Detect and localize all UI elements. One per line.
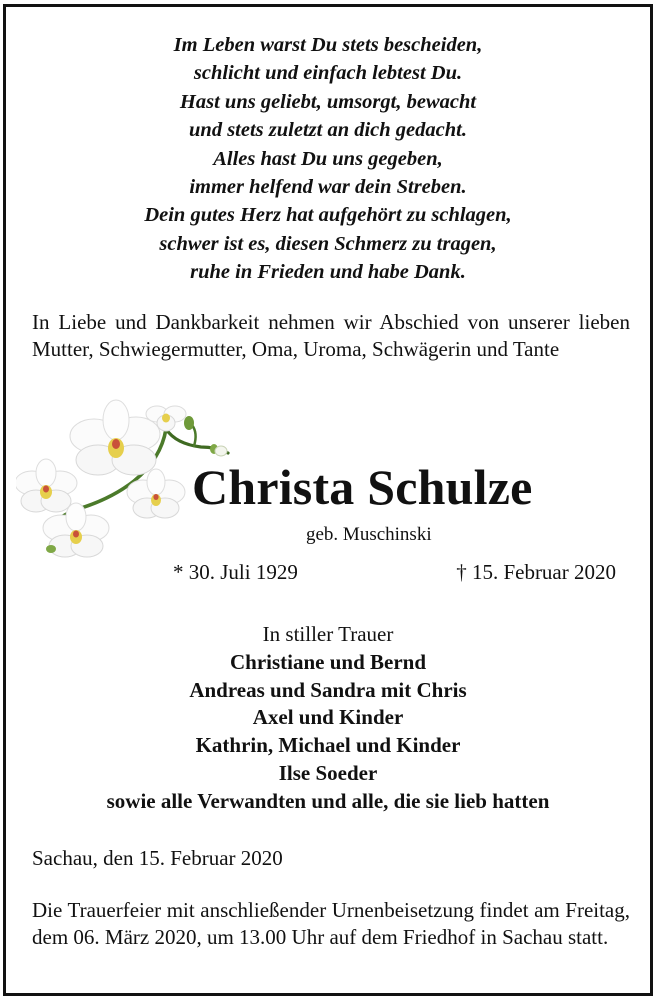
poem-line: immer helfend war dein Streben.: [189, 176, 467, 199]
poem-line: Hast uns geliebt, umsorgt, bewacht: [179, 90, 477, 113]
deceased-name: Christa Schulze: [192, 459, 533, 515]
obituary-frame: [3, 4, 653, 996]
mourners-list: [6, 621, 650, 816]
poem-line: und stets zuletzt an dich gedacht.: [189, 119, 467, 142]
poem-line: Im Leben warst Du stets bescheiden,: [173, 34, 483, 56]
place-and-date: Sachau, den 15. Februar 2020: [32, 846, 283, 870]
poem-line: schwer ist es, diesen Schmerz zu tragen,: [159, 232, 497, 255]
poem-line: Dein gutes Herz hat aufgehört zu schlagen,: [144, 204, 512, 227]
funeral-paragraph: Die Trauerfeier mit anschließender Urnenbeisetzung findet am Freitag, dem 06. März 2020, um 13.00 Uhr auf dem Friedhof in Sachau statt.: [32, 898, 630, 949]
birth-date: * 30. Juli 1929: [173, 560, 298, 584]
mourner: Axel und Kinder: [252, 705, 404, 730]
mourners-heading: In stiller Trauer: [262, 622, 394, 646]
poem: [6, 31, 650, 287]
intro-text: [32, 309, 630, 363]
orchid-flower: [16, 459, 77, 512]
maiden-name: geb. Muschinski: [306, 524, 432, 545]
mourner: Andreas und Sandra mit Chris: [189, 677, 467, 702]
poem-line: Alles hast Du uns gegeben,: [213, 147, 443, 170]
poem-line: schlicht und einfach lebtest Du.: [193, 62, 463, 85]
mourner: Ilse Soeder: [278, 760, 378, 785]
mourner: Christiane und Bernd: [229, 649, 427, 674]
mourner: Kathrin, Michael und Kinder: [195, 733, 461, 758]
poem-line: ruhe in Frieden und habe Dank.: [190, 261, 466, 284]
funeral-notice: [32, 897, 630, 950]
intro-paragraph: In Liebe und Dankbarkeit nehmen wir Abschied von unserer lieben Mutter, Schwiegermutter, Oma, Uroma, Schwägerin und Tante: [32, 310, 630, 361]
mourner: sowie alle Verwandten und alle, die sie lieb hatten: [106, 788, 550, 813]
death-date: † 15. Februar 2020: [456, 560, 616, 584]
orchid-flower: [127, 469, 185, 518]
